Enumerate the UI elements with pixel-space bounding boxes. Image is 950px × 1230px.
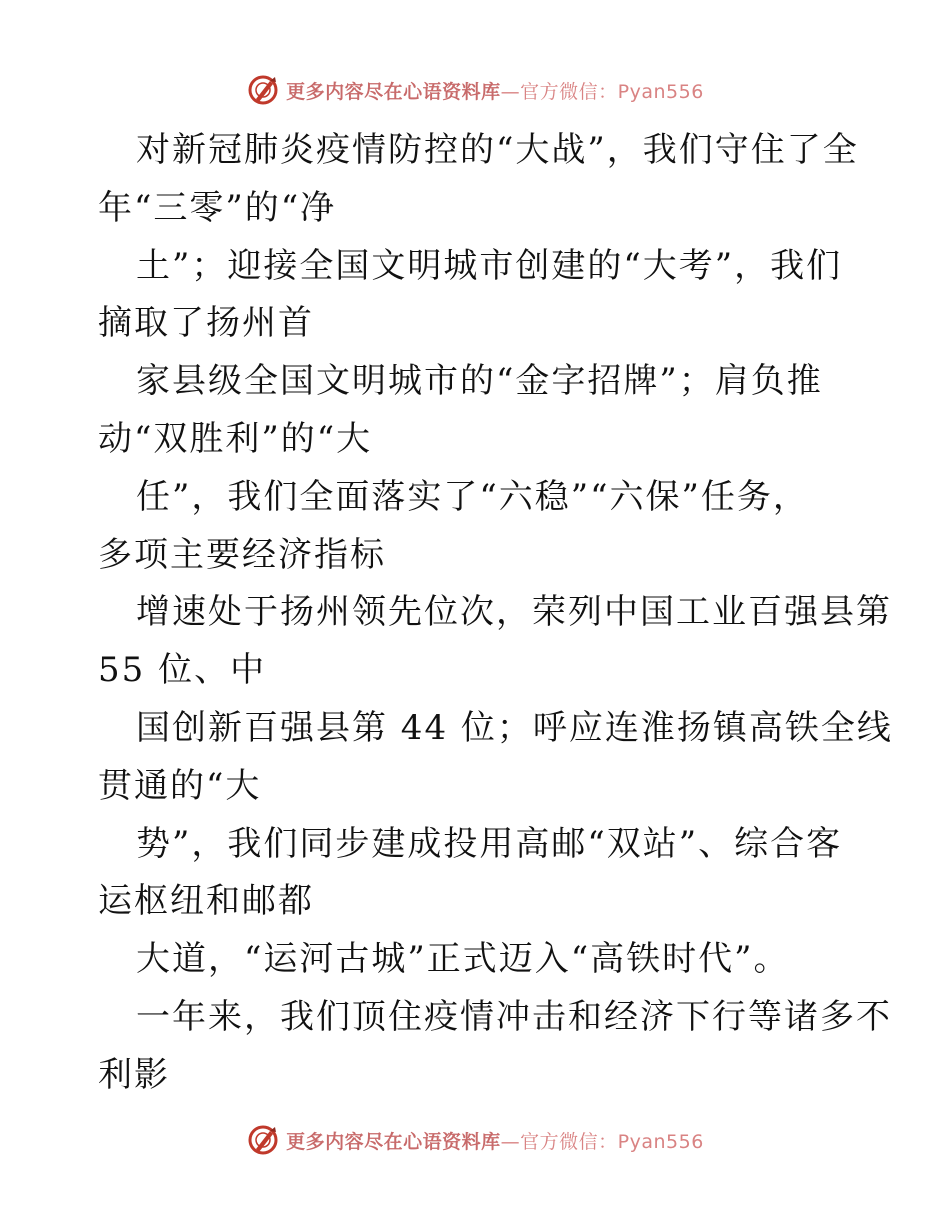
watermark-separator: — [500,1130,521,1153]
text-line: 增速处于扬州领先位次，荣列中国工业百强县第 [136,592,892,633]
watermark-text [286,1127,704,1154]
watermark-text [286,77,704,104]
text-line: 大道，“运河古城”正式迈入“高铁时代”。 [136,939,790,980]
text-line: 摘取了扬州首 [98,303,314,344]
text-line: 土”；迎接全国文明城市创建的“大考”，我们 [136,245,843,286]
text-line: 动“双胜利”的“大 [98,418,373,459]
text-line: 运枢纽和邮都 [98,881,314,922]
text-line: 势”，我们同步建成投用高邮“双站”、综合客 [136,823,843,864]
watermark-brand: 更多内容尽在心语资料库 [286,80,501,103]
text-line: 55 位、中 [98,650,267,691]
footer-watermark [0,1120,950,1160]
watermark-separator: — [500,80,521,103]
watermark-brand: 更多内容尽在心语资料库 [286,1130,501,1153]
header-watermark [0,70,950,110]
text-line: 国创新百强县第 44 位；呼应连淮扬镇高铁全线 [136,707,893,748]
watermark-contact: 官方微信：Pyan556 [520,80,704,103]
watermark-contact: 官方微信：Pyan556 [520,1130,704,1153]
pen-logo-icon [246,73,280,107]
text-line: 任”，我们全面落实了“六稳”“六保”任务， [136,476,809,517]
text-line: 一年来，我们顶住疫情冲击和经济下行等诸多不 [136,996,892,1037]
text-line: 利影 [98,1054,170,1095]
text-line: 多项主要经济指标 [98,534,386,575]
text-line: 对新冠肺炎疫情防控的“大战”，我们守住了全 [136,130,859,170]
text-line: 家县级全国文明城市的“金字招牌”；肩负推 [136,361,823,402]
text-line: 贯通的“大 [98,765,262,806]
text-line: 年“三零”的“净 [98,187,337,228]
document-body [98,122,893,1105]
pen-logo-icon [246,1123,280,1157]
